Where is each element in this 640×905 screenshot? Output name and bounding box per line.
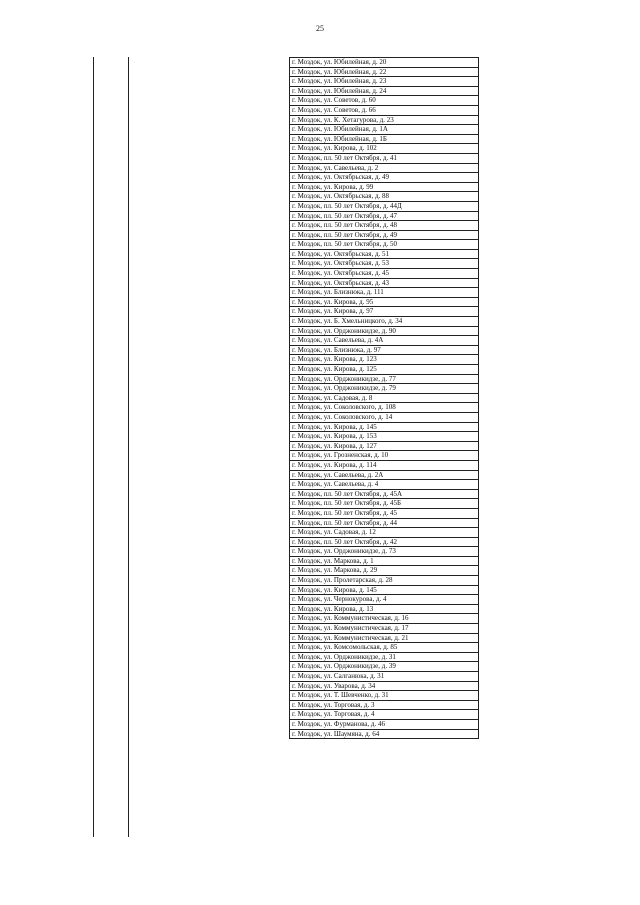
address-cell: г. Моздок, ул. Торговая, д. 4 [290,710,479,720]
address-cell: г. Моздок, ул. Октябрьская, д. 53 [290,259,479,269]
address-cell: г. Моздок, ул. Октябрьская, д. 45 [290,269,479,279]
address-cell: г. Моздок, ул. К. Хетагурова, д. 23 [290,115,479,125]
address-cell: г. Моздок, ул. Орджоникидзе, д. 79 [290,384,479,394]
address-cell: г. Моздок, ул. Чернокурова, д. 4 [290,595,479,605]
address-cell: г. Моздок, ул. Юбилейная, д. 24 [290,86,479,96]
table-row [290,288,479,298]
table-row [290,422,479,432]
table-row [290,115,479,125]
address-cell: г. Моздок, ул. Кирова, д. 145 [290,422,479,432]
table-row [290,58,479,68]
address-cell: г. Моздок, ул. Салганюка, д. 31 [290,672,479,682]
table-row [290,297,479,307]
address-cell: г. Моздок, ул. Кирова, д. 114 [290,460,479,470]
table-row [290,710,479,720]
table-row [290,480,479,490]
address-cell: г. Моздок, пл. 50 лет Октября, д. 49 [290,230,479,240]
table-row [290,192,479,202]
table-row [290,576,479,586]
address-cell: г. Моздок, ул. Юбилейная, д. 22 [290,67,479,77]
table-row [290,173,479,183]
address-cell: г. Моздок, ул. Октябрьская, д. 43 [290,278,479,288]
table-row [290,211,479,221]
table-row [290,144,479,154]
table-row [290,96,479,106]
address-cell: г. Моздок, ул. Кирова, д. 125 [290,365,479,375]
address-cell: г. Моздок, ул. Кирова, д. 102 [290,144,479,154]
address-cell: г. Моздок, ул. Орджоникидзе, д. 77 [290,374,479,384]
table-row [290,547,479,557]
table-row [290,67,479,77]
address-cell: г. Моздок, пл. 50 лет Октября, д. 45Б [290,499,479,509]
address-cell: г. Моздок, ул. Савельева, д. 2 [290,163,479,173]
address-cell: г. Моздок, пл. 50 лет Октября, д. 44Д [290,201,479,211]
table-row [290,384,479,394]
address-cell: г. Моздок, ул. Советов, д. 66 [290,105,479,115]
address-cell: г. Моздок, ул. Коммунистическая, д. 21 [290,633,479,643]
table-row [290,105,479,115]
table-row [290,729,479,739]
address-cell: г. Моздок, ул. Октябрьская, д. 49 [290,173,479,183]
table-row [290,518,479,528]
address-cell: г. Моздок, ул. Кирова, д. 123 [290,355,479,365]
table-row [290,201,479,211]
address-cell: г. Моздок, ул. Юбилейная, д. 1А [290,125,479,135]
address-cell: г. Моздок, ул. Коммунистическая, д. 17 [290,624,479,634]
address-cell: г. Моздок, пл. 50 лет Октября, д. 44 [290,518,479,528]
table-row [290,595,479,605]
address-cell: г. Моздок, ул. Савельева, д. 4А [290,336,479,346]
table-row [290,700,479,710]
address-cell: г. Моздок, ул. Орджоникидзе, д. 90 [290,326,479,336]
table-column-border-middle [128,57,129,837]
table-row [290,604,479,614]
address-cell: г. Моздок, ул. Юбилейная, д. 23 [290,77,479,87]
address-cell: г. Моздок, ул. Юбилейная, д. 20 [290,58,479,68]
table-row [290,259,479,269]
table-row [290,317,479,327]
table-row [290,307,479,317]
address-cell: г. Моздок, ул. Садовая, д. 12 [290,528,479,538]
table-row [290,662,479,672]
address-cell: г. Моздок, ул. Савельева, д. 4 [290,480,479,490]
table-row [290,643,479,653]
table-row [290,489,479,499]
address-cell: г. Моздок, ул. Уварова, д. 34 [290,681,479,691]
address-cell: г. Моздок, ул. Кирова, д. 127 [290,441,479,451]
address-cell: г. Моздок, пл. 50 лет Октября, д. 50 [290,240,479,250]
address-cell: г. Моздок, ул. Соколовского, д. 108 [290,403,479,413]
table-row [290,470,479,480]
table-row [290,566,479,576]
table-row [290,691,479,701]
address-cell: г. Моздок, ул. Грозненская, д. 10 [290,451,479,461]
table-row [290,652,479,662]
address-cell: г. Моздок, ул. Близнюка, д. 97 [290,345,479,355]
address-cell: г. Моздок, ул. Комсомольская, д. 85 [290,643,479,653]
address-cell: г. Моздок, ул. Октябрьская, д. 51 [290,249,479,259]
table-row [290,681,479,691]
address-cell: г. Моздок, ул. Близнюка, д. 111 [290,288,479,298]
address-cell: г. Моздок, ул. Кирова, д. 99 [290,182,479,192]
table-row [290,278,479,288]
table-row [290,537,479,547]
table-row [290,345,479,355]
table-row [290,556,479,566]
table-column-border-left [93,57,94,837]
table-row [290,240,479,250]
table-row [290,672,479,682]
table-row [290,624,479,634]
table-row [290,719,479,729]
address-cell: г. Моздок, ул. Орджоникидзе, д. 31 [290,652,479,662]
table-row [290,614,479,624]
table-row [290,365,479,375]
table-row [290,451,479,461]
table-row [290,125,479,135]
table-row [290,86,479,96]
table-row [290,326,479,336]
address-cell: г. Моздок, ул. Маркова, д. 29 [290,566,479,576]
table-row [290,633,479,643]
table-row [290,403,479,413]
table-row [290,134,479,144]
table-row [290,374,479,384]
address-cell: г. Моздок, ул. Савельева, д. 2А [290,470,479,480]
address-cell: г. Моздок, ул. Фурманова, д. 46 [290,719,479,729]
address-cell: г. Моздок, ул. Т. Шевченко, д. 31 [290,691,479,701]
table-row [290,153,479,163]
table-row [290,528,479,538]
address-cell: г. Моздок, ул. Садовая, д. 8 [290,393,479,403]
address-cell: г. Моздок, пл. 50 лет Октября, д. 45 [290,508,479,518]
table-row [290,336,479,346]
address-cell: г. Моздок, ул. Пролетарская, д. 28 [290,576,479,586]
address-cell: г. Моздок, ул. Кирова, д. 95 [290,297,479,307]
table-row [290,412,479,422]
page-number: 25 [316,24,324,33]
address-table [289,57,479,739]
table-row [290,585,479,595]
address-cell: г. Моздок, ул. Орджоникидзе, д. 73 [290,547,479,557]
address-cell: г. Моздок, ул. Шаумяна, д. 64 [290,729,479,739]
table-row [290,508,479,518]
table-row [290,163,479,173]
address-cell: г. Моздок, ул. Торговая, д. 3 [290,700,479,710]
address-cell: г. Моздок, ул. Октябрьская, д. 88 [290,192,479,202]
table-row [290,249,479,259]
address-cell: г. Моздок, ул. Маркова, д. 1 [290,556,479,566]
address-cell: г. Моздок, пл. 50 лет Октября, д. 42 [290,537,479,547]
address-cell: г. Моздок, пл. 50 лет Октября, д. 45А [290,489,479,499]
table-row [290,221,479,231]
table-row [290,230,479,240]
table-row [290,441,479,451]
table-row [290,269,479,279]
table-row [290,77,479,87]
address-cell: г. Моздок, пл. 50 лет Октября, д. 48 [290,221,479,231]
address-cell: г. Моздок, ул. Советов, д. 60 [290,96,479,106]
table-row [290,393,479,403]
address-cell: г. Моздок, ул. Кирова, д. 153 [290,432,479,442]
address-cell: г. Моздок, ул. Соколовского, д. 14 [290,412,479,422]
address-cell: г. Моздок, пл. 50 лет Октября, д. 41 [290,153,479,163]
address-cell: г. Моздок, ул. Кирова, д. 97 [290,307,479,317]
address-table-body [290,58,479,739]
address-cell: г. Моздок, ул. Юбилейная, д. 1Б [290,134,479,144]
address-cell: г. Моздок, ул. Кирова, д. 13 [290,604,479,614]
address-cell: г. Моздок, ул. Орджоникидзе, д. 39 [290,662,479,672]
address-cell: г. Моздок, ул. Кирова, д. 145 [290,585,479,595]
table-row [290,432,479,442]
address-cell: г. Моздок, пл. 50 лет Октября, д. 47 [290,211,479,221]
table-row [290,499,479,509]
table-row [290,460,479,470]
table-row [290,355,479,365]
address-cell: г. Моздок, ул. Б. Хмельницкого, д. 34 [290,317,479,327]
address-cell: г. Моздок, ул. Коммунистическая, д. 16 [290,614,479,624]
table-row [290,182,479,192]
